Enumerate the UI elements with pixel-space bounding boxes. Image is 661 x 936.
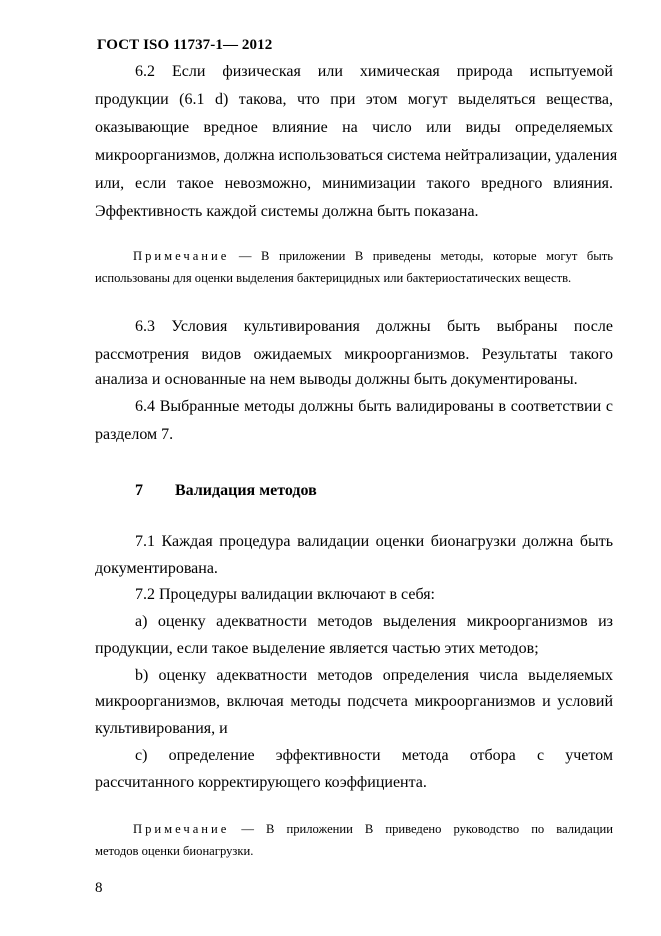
item-c-line-1: с) определение эффективности метода отбора с учетом (135, 747, 613, 764)
item-c-line-2: рассчитанного корректирующего коэффициента. (95, 774, 427, 791)
note-1-line-1 (95, 248, 613, 264)
para-6-2-line-4: микроорганизмов, должна использоваться система нейтрализации, удаления (95, 147, 618, 164)
item-a-line-2: продукции, если такое выделение является частью этих методов; (95, 640, 539, 657)
note-2-line-1 (95, 821, 613, 837)
para-6-2-line-6: Эффективность каждой системы должна быть показана. (95, 203, 479, 220)
note-1-text: — В приложении В приведены методы, которые могут быть (229, 249, 613, 263)
note-2-line-2: методов оценки бионагрузки. (95, 844, 254, 858)
section-7-title: Валидация методов (175, 482, 317, 499)
item-a-line-1: а) оценку адекватности методов выделения микроорганизмов из (135, 613, 613, 630)
item-b-line-3: культивирования, и (95, 720, 228, 737)
para-7-2: 7.2 Процедуры валидации включают в себя: (135, 586, 435, 603)
para-6-2-line-3: оказывающие вредное влияние на число или виды определяемых (95, 119, 613, 136)
item-b-line-1: b) оценку адекватности методов определения числа выделяемых (135, 667, 613, 684)
para-7-1-line-2: документирована. (95, 560, 218, 577)
section-7-number: 7 (135, 482, 143, 499)
para-6-4-line-1: 6.4 Выбранные методы должны быть валидированы в соответствии с (135, 398, 613, 415)
para-6-4-line-2: разделом 7. (95, 426, 174, 443)
para-6-3-line-2: рассмотрения видов ожидаемых микроорганизмов. Результаты такого (95, 346, 613, 363)
para-6-3-line-3: анализа и основанные на нем выводы должны быть документированы. (95, 371, 578, 388)
note-1-line-2: использованы для оценки выделения бактерицидных или бактериостатических веществ. (95, 271, 572, 285)
item-b-line-2: микроорганизмов, включая методы подсчета микроорганизмов и условий (95, 693, 613, 710)
page-number: 8 (95, 880, 103, 896)
note-1-label: Примечание (133, 249, 230, 263)
para-6-2-line-1: 6.2 Если физическая или химическая природа испытуемой (135, 63, 613, 80)
document-header: ГОСТ ISO 11737-1— 2012 (97, 37, 273, 53)
note-2-text: — В приложении В приведено руководство по валидации (229, 822, 613, 836)
para-7-1-line-1: 7.1 Каждая процедура валидации оценки бионагрузки должна быть (135, 533, 613, 550)
para-6-2-line-5: или, если такое невозможно, минимизации такого вредного влияния. (95, 175, 613, 192)
note-2-label: Примечание (133, 822, 230, 836)
para-6-3-line-1: 6.3 Условия культивирования должны быть выбраны после (135, 318, 613, 335)
para-6-2-line-2: продукции (6.1 d) такова, что при этом могут выделяться вещества, (95, 91, 613, 108)
